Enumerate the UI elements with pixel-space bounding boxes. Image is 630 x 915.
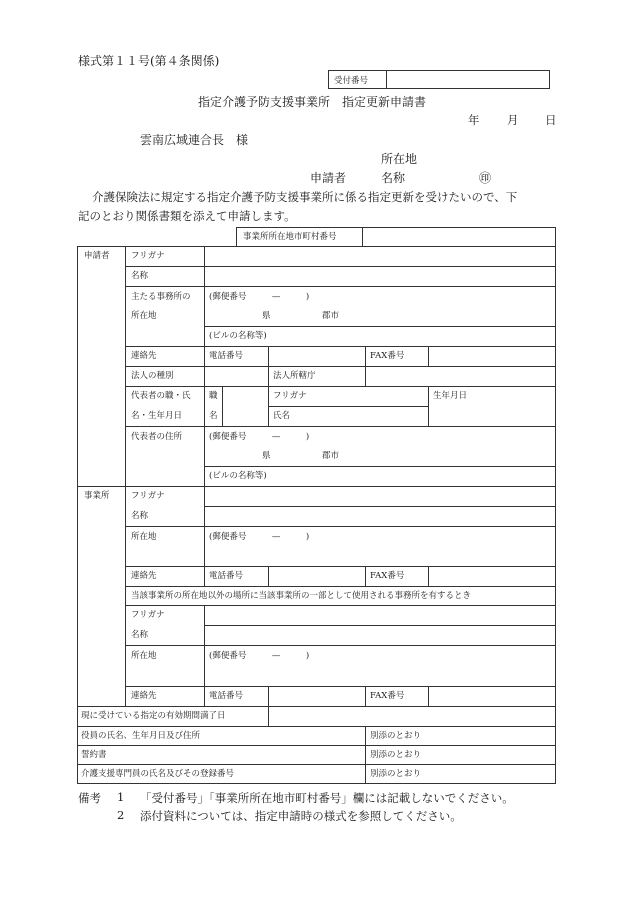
addressee: 雲南広域連合長 様 <box>140 133 249 147</box>
branch-phone-label: 電話番号 <box>209 691 244 701</box>
office-fax-label: FAX番号 <box>370 571 405 581</box>
rep-name-label: 氏名 <box>273 411 291 421</box>
corp-type-label: 法人の種別 <box>131 371 174 381</box>
applicant-furigana-label: フリガナ <box>131 251 165 261</box>
notes-label: 備考 <box>78 791 101 805</box>
muni-code-label: 事業所所在地市町村番号 <box>243 232 337 242</box>
date-day-label: 日 <box>545 113 557 127</box>
applicant-label: 申請者 <box>310 171 347 185</box>
receipt-number-label: 受付番号 <box>334 76 369 86</box>
applicant-fax-label: FAX番号 <box>370 351 405 361</box>
rep-birthdate-label: 生年月日 <box>433 391 468 401</box>
branch-contact-label: 連絡先 <box>131 691 157 701</box>
rep-pref: 県 <box>262 451 271 461</box>
expiry-label: 現に受けている指定の有効期間満了日 <box>81 711 226 721</box>
branch-fax-label: FAX番号 <box>370 691 405 701</box>
office-postal: (郵便番号 — ) <box>209 532 310 542</box>
date-year-label: 年 <box>468 113 480 127</box>
branch-furigana-label: フリガナ <box>131 610 165 620</box>
pledge-label: 誓約書 <box>81 750 107 760</box>
care-managers-value: 別添のとおり <box>370 769 422 779</box>
applicant-pref: 県 <box>262 311 271 321</box>
note-2-number: 2 <box>117 808 125 822</box>
branch-postal: (郵便番号 — ) <box>209 651 310 661</box>
rep-label-2: 名・生年月日 <box>131 411 183 421</box>
rep-shoku: 職 <box>209 391 218 401</box>
branch-name-label: 名称 <box>131 630 149 640</box>
office-phone-label: 電話番号 <box>209 571 244 581</box>
seal-icon: ㊞ <box>479 171 492 185</box>
office-address-label: 所在地 <box>131 532 157 542</box>
officers-value: 別添のとおり <box>370 731 422 741</box>
form-number: 様式第１１号(第４条関係) <box>78 54 220 68</box>
note-1-text: 「受付番号」「事業所所在地市町村番号」欄には記載しないでください。 <box>140 791 514 805</box>
applicant-name-label: 名称 <box>381 171 406 185</box>
branch-address-label: 所在地 <box>131 651 157 661</box>
applicant-phone-label: 電話番号 <box>209 351 244 361</box>
applicant-postal: (郵便番号 — ) <box>209 292 310 302</box>
note-1-number: 1 <box>117 790 125 804</box>
applicant-address-label: 所在地 <box>381 152 418 166</box>
office-contact-label: 連絡先 <box>131 571 157 581</box>
intro-line-2: 記のとおり関係書類を添えて申請します。 <box>78 209 296 223</box>
section-applicant: 申請者 <box>84 251 110 261</box>
office-name-label: 名称 <box>131 511 149 521</box>
pledge-value: 別添のとおり <box>370 750 422 760</box>
note-2-text: 添付資料については、指定申請時の様式を参照してください。 <box>140 809 462 823</box>
main-office-label-1: 主たる事務所の <box>131 292 191 302</box>
office-furigana-label: フリガナ <box>131 491 165 501</box>
officers-label: 役員の氏名、生年月日及び住所 <box>81 731 201 741</box>
other-place-note: 当該事業所の所在地以外の場所に当該事業所の一部として使用される事務所を有するとき <box>131 591 472 601</box>
rep-furigana-label: フリガナ <box>273 391 307 401</box>
rep-gun-shi: 郡市 <box>322 451 340 461</box>
section-office: 事業所 <box>84 491 110 501</box>
page-title: 指定介護予防支援事業所 指定更新申請書 <box>198 95 427 109</box>
applicant-name-label-cell: 名称 <box>131 271 149 281</box>
rep-building: (ビルの名称等) <box>209 471 267 481</box>
rep-mei: 名 <box>209 411 218 421</box>
rep-label-1: 代表者の職・氏 <box>131 391 191 401</box>
rep-postal: (郵便番号 — ) <box>209 432 310 442</box>
main-office-label-2: 所在地 <box>131 311 157 321</box>
rep-address-label: 代表者の住所 <box>131 432 183 442</box>
applicant-gun-shi: 郡市 <box>322 311 340 321</box>
date-month-label: 月 <box>507 113 519 127</box>
corp-authority-label: 法人所轄庁 <box>273 371 316 381</box>
applicant-contact-label: 連絡先 <box>131 351 157 361</box>
intro-line-1: 介護保険法に規定する指定介護予防支援事業所に係る指定更新を受けたいので、下 <box>92 190 518 204</box>
care-managers-label: 介護支援専門員の氏名及びその登録番号 <box>81 769 235 779</box>
applicant-building: (ビルの名称等) <box>209 331 267 341</box>
